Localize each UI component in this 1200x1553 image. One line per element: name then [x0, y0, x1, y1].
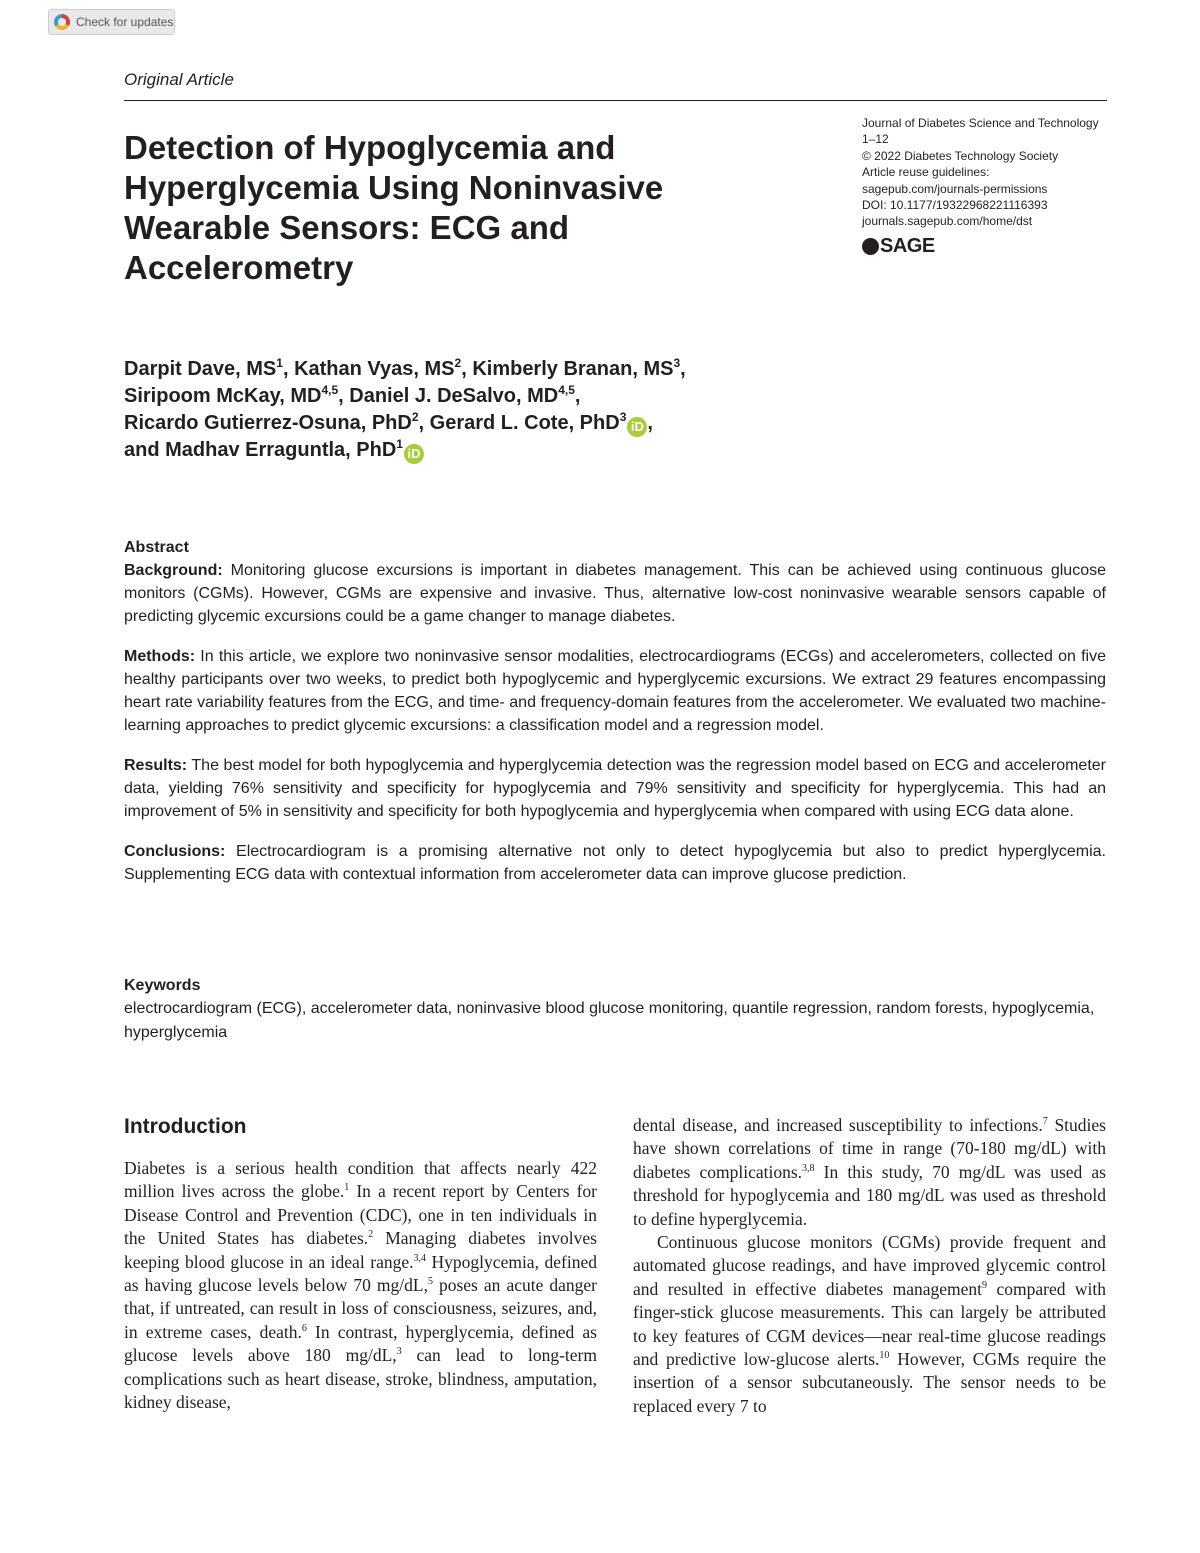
keywords-list: electrocardiogram (ECG), accelerometer data, noninvasive blood glucose monitoring, quantile regression, random forests, hypoglycemia, hyperglycemia	[124, 1000, 1095, 1041]
author-affiliation: 1	[396, 437, 403, 451]
author-list: Darpit Dave, $MS^1$, Kathan Vyas, $MS^2$, Kimberly Branan, $MS^3$, Siripoom McKay, MD$^{4,5}$, Daniel J. DeSalvo, MD$^{4,5}$, Ricardo Gutierrez-Osuna, PhD$^2$, Gerard L. Cote, PhD$^3$iD , and Madhav Erraguntla, PhD$^1$iD	[124, 356, 824, 464]
copyright: © 2022 Diabetes Technology Society	[862, 148, 1059, 163]
author-affiliation: 2	[454, 356, 462, 370]
crossmark-icon	[54, 14, 70, 30]
journal-info	[862, 115, 1112, 230]
body-column-left	[124, 1157, 597, 1414]
author-connector: and	[124, 439, 166, 461]
abstract-methods: Methods: In this article, we explore two noninvasive sensor modalities, electrocardiograms (ECGs) and accelerometers, collected on five healthy participants over two weeks, to predict both hypoglycemic and hyperglycemic excursions. We extract 29 features encompassing heart rate variability features from the ECG, and time- and frequency-domain features from the accelerometer. We evaluated two machine-learning approaches to predict glycemic excursions: a classification model and a regression model.	[124, 648, 1106, 734]
sage-logo-text: SAGE	[880, 234, 935, 257]
abstract-background: Background: Monitoring glucose excursions is important in diabetes management. This can be achieved using continuous glucose monitors (CGMs). However, CGMs are expensive and invasive. Thus, alternative low-cost noninvasive wearable sensors capable of predicting glycemic excursions could be a game changer to manage diabetes.	[124, 562, 1106, 625]
author-name: Siripoom McKay, MD	[124, 385, 322, 407]
author-affiliation: 3	[619, 410, 627, 424]
page-range: 1–12	[862, 132, 889, 147]
keywords-heading: Keywords	[124, 977, 201, 994]
reuse-guidelines: Article reuse guidelines:	[862, 165, 990, 180]
author-affiliation: 4,5	[321, 383, 339, 397]
abstract-heading: Abstract	[124, 539, 189, 556]
orcid-icon[interactable]: iD	[404, 444, 424, 464]
author-name: Ricardo Gutierrez-Osuna, PhD	[124, 412, 412, 434]
intro-paragraph-1: Diabetes is a serious health condition that affects nearly 422 million lives across the globe.$^1$ In a recent report by Centers for Disease Control and Prevention (CDC), one in ten individuals in the United States has diabetes.$^2$ Managing diabetes involves keeping blood glucose in an ideal range.$^{3,4}$ Hypoglycemia, defined as having glucose levels below 70 mg/dL,$^5$ poses an acute danger that, if untreated, can result in loss of consciousness, seizures, and, in extreme cases, death.$^6$ In contrast, hyperglycemia, defined as glucose levels above 180 mg/dL,$^3$ can lead to long-term complications such as heart disease, stroke, blindness, amputation, kidney disease,	[124, 1158, 597, 1413]
journal-homepage-link[interactable]: journals.sagepub.com/home/dst	[862, 214, 1033, 229]
author-affiliation: 3	[673, 356, 681, 370]
author-affiliation: 1	[276, 356, 283, 370]
header-divider	[124, 100, 1107, 101]
intro-paragraph-2: Continuous glucose monitors (CGMs) provide frequent and automated glucose readings, and have improved glycemic control and resulted in effective diabetes management$^9$ compared with finger-stick glucose measurements. This can largely be attributed to key features of CGM devices—near real-time glucose readings and predictive low-glucose alerts.$^{10}$ However, CGMs require the insertion of a sensor subcutaneously. The sensor needs to be replaced every 7 to	[633, 1232, 1107, 1416]
intro-paragraph-1-continued: dental disease, and increased susceptibility to infections.$^7$ Studies have shown correlations of time in range (70-180 mg/dL) with diabetes complications.$^{3,8}$ In this study, 70 mg/dL was used as threshold for hypoglycemia and 180 mg/dL was used as threshold to define hyperglycemia.	[633, 1115, 1106, 1229]
orcid-icon[interactable]: iD	[627, 417, 647, 437]
paper-title: Detection of Hypoglycemia and Hyperglycemia Using Noninvasive Wearable Sensors: ECG and Accelerometry	[124, 129, 664, 286]
author-affiliation: 2	[411, 410, 419, 424]
article-type: Original Article	[124, 70, 234, 89]
check-for-updates-label: Check for updates	[76, 15, 174, 29]
author-name: Darpit Dave, MS	[124, 358, 277, 380]
check-for-updates-button[interactable]	[48, 9, 175, 35]
author-name: Gerard L. Cote, PhD	[429, 412, 620, 434]
body-column-right	[633, 1114, 1106, 1418]
abstract	[124, 537, 1106, 903]
abstract-conclusions: Conclusions: Electrocardiogram is a promising alternative not only to detect hypoglycemia but also to predict hyperglycemia. Supplementing ECG data with contextual information from accelerometer data can improve glucose prediction.	[124, 843, 1106, 883]
sage-mark-icon	[862, 238, 879, 255]
author-name: Daniel J. DeSalvo, MD	[349, 385, 559, 407]
permissions-link[interactable]: sagepub.com/journals-permissions	[862, 181, 1048, 196]
author-name: Kimberly Branan, MS	[472, 358, 674, 380]
author-name: Kathan Vyas, MS	[294, 358, 455, 380]
sage-logo	[862, 235, 935, 257]
author-name: Madhav Erraguntla, PhD	[165, 439, 397, 461]
journal-name: Journal of Diabetes Science and Technology	[862, 116, 1099, 130]
keywords	[124, 975, 1106, 1045]
doi[interactable]: DOI: 10.1177/19322968221116393	[862, 198, 1048, 213]
abstract-results: Results: The best model for both hypoglycemia and hyperglycemia detection was the regression model based on ECG and accelerometer data, yielding 76% sensitivity and specificity for hypoglycemia and 79% sensitivity and specificity for hyperglycemia. This had an improvement of 5% in sensitivity and specificity for both hypoglycemia and hyperglycemia when compared with using ECG data alone.	[124, 757, 1106, 820]
section-heading-introduction: Introduction	[124, 1115, 247, 1138]
author-affiliation: 4,5	[558, 383, 575, 397]
